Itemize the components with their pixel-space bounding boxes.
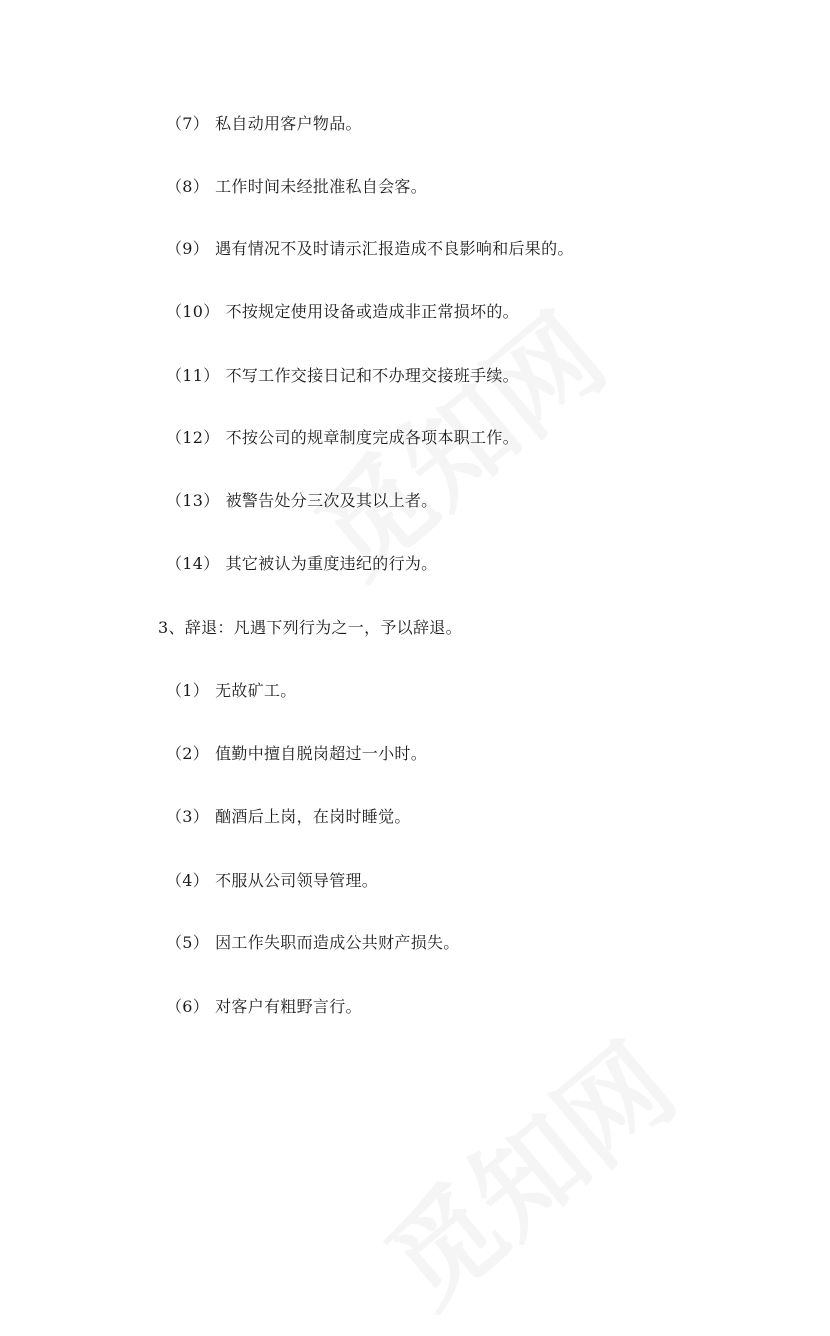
item-text: 对客户有粗野言行。	[215, 997, 362, 1016]
item-number: （10）	[166, 302, 220, 321]
list-item	[166, 680, 297, 702]
item-text: 不写工作交接日记和不办理交接班手续。	[225, 366, 519, 385]
item-text: 不按规定使用设备或造成非正常损坏的。	[225, 302, 519, 321]
list-item	[166, 870, 378, 892]
item-number: （11）	[166, 366, 220, 385]
item-number: （1）	[166, 681, 210, 700]
item-text: 工作时间未经批准私自会客。	[215, 177, 427, 196]
list-item	[166, 301, 519, 323]
list-item	[166, 553, 437, 575]
item-number: （12）	[166, 428, 220, 447]
list-item	[166, 427, 519, 449]
item-number: （9）	[166, 239, 210, 258]
item-text: 私自动用客户物品。	[215, 114, 362, 133]
list-item	[166, 238, 574, 260]
item-number: （2）	[166, 744, 210, 763]
item-text: 其它被认为重度违纪的行为。	[225, 554, 438, 573]
section-number: 3、	[158, 618, 185, 637]
item-number: （3）	[166, 807, 210, 826]
list-item	[166, 932, 460, 954]
item-text: 不按公司的规章制度完成各项本职工作。	[225, 428, 519, 447]
item-number: （6）	[166, 997, 210, 1016]
list-item	[166, 113, 362, 135]
item-number: （5）	[166, 933, 210, 952]
list-item	[166, 806, 411, 828]
item-number: （14）	[166, 554, 220, 573]
item-text: 值勤中擅自脱岗超过一小时。	[215, 744, 427, 763]
item-text: 无故矿工。	[215, 681, 297, 700]
watermark	[348, 1002, 702, 1335]
item-text: 酗酒后上岗，在岗时睡觉。	[215, 807, 411, 826]
item-number: （8）	[166, 177, 210, 196]
item-number: （4）	[166, 871, 210, 890]
list-item	[166, 996, 362, 1018]
section-title: 辞退：凡遇下列行为之一，予以辞退。	[184, 618, 462, 637]
item-number: （13）	[166, 491, 220, 510]
list-item	[166, 743, 427, 765]
item-text: 不服从公司领导管理。	[215, 871, 379, 890]
list-item	[166, 365, 519, 387]
list-item	[166, 176, 427, 198]
list-item	[166, 490, 437, 512]
item-number: （7）	[166, 114, 210, 133]
item-text: 被警告处分三次及其以上者。	[225, 491, 438, 510]
section-heading	[158, 617, 462, 639]
item-text: 因工作失职而造成公共财产损失。	[215, 933, 460, 952]
item-text: 遇有情况不及时请示汇报造成不良影响和后果的。	[215, 239, 574, 258]
